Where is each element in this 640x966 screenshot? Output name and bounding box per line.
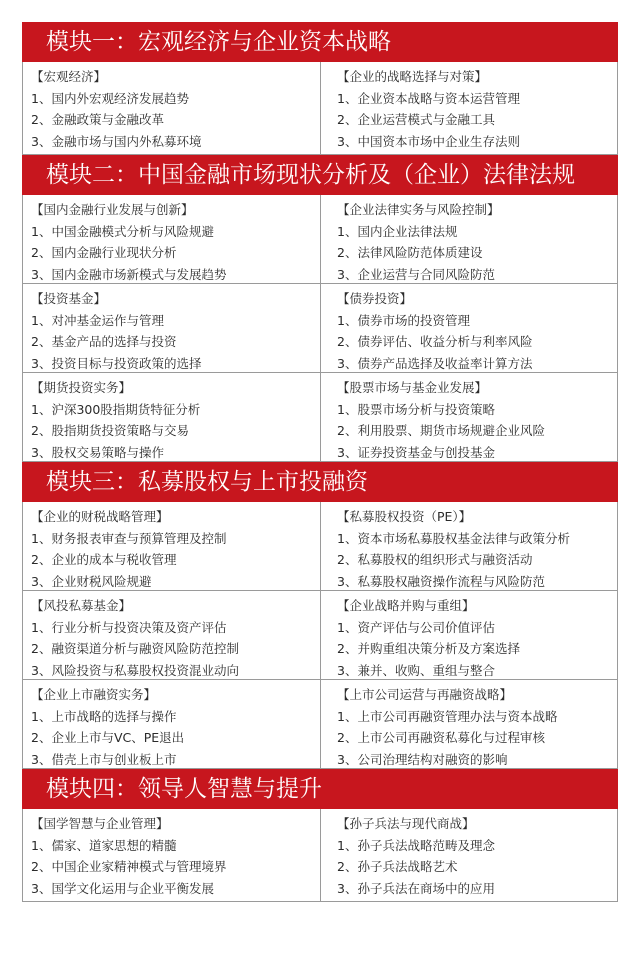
module-2-grid — [22, 195, 618, 462]
module-4-grid — [22, 809, 618, 902]
module-3-title: 模块三：私募股权与上市投融资 — [22, 462, 618, 502]
topic-item: 3、股权交易策略与操作 — [31, 444, 164, 460]
topic-item: 3、孙子兵法在商场中的应用 — [337, 880, 495, 896]
topic-item: 3、金融市场与国内外私募环境 — [31, 133, 202, 149]
topic-item: 2、上市公司再融资私募化与过程审核 — [337, 730, 545, 745]
topic-item: 3、兼并、收购、重组与整合 — [337, 662, 495, 678]
topic-title: 【企业战略并购与重组】 — [337, 598, 475, 613]
topic-title: 【投资基金】 — [31, 291, 107, 306]
topic-item: 1、企业资本战略与资本运营管理 — [337, 90, 520, 106]
topic-title: 【企业法律实务与风险控制】 — [337, 202, 500, 217]
topic-item: 2、企业运营模式与金融工具 — [337, 112, 495, 127]
topic-item: 1、中国金融模式分析与风险规避 — [31, 223, 214, 239]
module-3-row-2 — [23, 590, 617, 679]
topic-art-of-war — [320, 809, 617, 901]
topic-item: 2、股指期货投资策略与交易 — [31, 423, 189, 438]
module-3-row-3 — [23, 679, 617, 768]
topic-listed-company — [320, 680, 617, 768]
topic-item: 3、国内金融市场新模式与发展趋势 — [31, 266, 227, 282]
topic-item: 2、基金产品的选择与投资 — [31, 334, 177, 349]
topic-legal-risk — [320, 195, 617, 283]
topic-finance-industry — [23, 195, 320, 283]
module-1-title: 模块一：宏观经济与企业资本战略 — [22, 22, 618, 62]
topic-title: 【孙子兵法与现代商战】 — [337, 816, 475, 831]
topic-title: 【期货投资实务】 — [31, 380, 132, 395]
module-4-row-1 — [23, 809, 617, 901]
topic-item: 3、风险投资与私募股权投资混业动向 — [31, 662, 239, 678]
topic-item: 3、证券投资基金与创投基金 — [337, 444, 495, 460]
module-2-title: 模块二：中国金融市场现状分析及（企业）法律法规 — [22, 155, 618, 195]
topic-item: 2、私募股权的组织形式与融资活动 — [337, 552, 533, 567]
topic-futures-investment — [23, 373, 320, 461]
topic-title: 【上市公司运营与再融资战略】 — [337, 687, 513, 702]
topic-macro-economy — [23, 62, 320, 154]
topic-stock-market — [320, 373, 617, 461]
topic-item: 1、沪深300股指期货特征分析 — [31, 401, 201, 417]
topic-item: 2、利用股票、期货市场规避企业风险 — [337, 423, 545, 438]
topic-item: 2、并购重组决策分析及方案选择 — [337, 641, 520, 656]
topic-item: 2、孙子兵法战略艺术 — [337, 859, 458, 874]
topic-title: 【企业上市融资实务】 — [31, 687, 157, 702]
module-4-title: 模块四：领导人智慧与提升 — [22, 769, 618, 809]
module-3-grid — [22, 502, 618, 769]
topic-item: 3、借壳上市与创业板上市 — [31, 751, 177, 767]
module-3-row-1 — [23, 502, 617, 590]
topic-item: 2、融资渠道分析与融资风险防范控制 — [31, 641, 239, 656]
topic-enterprise-strategy — [320, 62, 617, 154]
module-1-row-1 — [23, 62, 617, 154]
topic-title: 【私募股权投资（PE）】 — [337, 509, 472, 524]
topic-item: 1、儒家、道家思想的精髓 — [31, 837, 177, 853]
topic-item: 3、企业财税风险规避 — [31, 573, 152, 589]
topic-investment-fund — [23, 284, 320, 372]
topic-item: 1、资本市场私募股权基金法律与政策分析 — [337, 530, 570, 546]
topic-title: 【国学智慧与企业管理】 — [31, 816, 169, 831]
topic-title: 【股票市场与基金业发展】 — [337, 380, 488, 395]
topic-item: 1、国内外宏观经济发展趋势 — [31, 90, 189, 106]
topic-item: 1、上市公司再融资管理办法与资本战略 — [337, 708, 558, 724]
topic-item: 1、资产评估与公司价值评估 — [337, 619, 495, 635]
topic-item: 2、中国企业家精神模式与管理境界 — [31, 859, 227, 874]
topic-bond-investment — [320, 284, 617, 372]
topic-item: 1、财务报表审查与预算管理及控制 — [31, 530, 227, 546]
topic-title: 【国内金融行业发展与创新】 — [31, 202, 194, 217]
module-2-row-1 — [23, 195, 617, 283]
topic-item: 1、对冲基金运作与管理 — [31, 312, 164, 328]
topic-sinology — [23, 809, 320, 901]
topic-merger-restructuring — [320, 591, 617, 679]
topic-item: 1、股票市场分析与投资策略 — [337, 401, 495, 417]
topic-item: 2、企业的成本与税收管理 — [31, 552, 177, 567]
topic-title: 【企业的财税战略管理】 — [31, 509, 169, 524]
topic-title: 【债券投资】 — [337, 291, 413, 306]
topic-item: 1、行业分析与投资决策及资产评估 — [31, 619, 227, 635]
topic-item: 3、中国资本市场中企业生存法则 — [337, 133, 520, 149]
topic-item: 2、债券评估、收益分析与利率风险 — [337, 334, 533, 349]
topic-item: 2、企业上市与VC、PE退出 — [31, 730, 185, 745]
topic-title: 【风投私募基金】 — [31, 598, 132, 613]
topic-item: 1、债券市场的投资管理 — [337, 312, 470, 328]
topic-item: 3、投资目标与投资政策的选择 — [31, 355, 202, 371]
topic-item: 3、公司治理结构对融资的影响 — [337, 751, 508, 767]
topic-title: 【宏观经济】 — [31, 69, 107, 84]
topic-item: 1、上市战略的选择与操作 — [31, 708, 177, 724]
module-1-grid — [22, 62, 618, 155]
topic-item: 2、国内金融行业现状分析 — [31, 245, 177, 260]
topic-item: 3、债券产品选择及收益率计算方法 — [337, 355, 533, 371]
topic-private-equity — [320, 502, 617, 590]
course-outline — [22, 22, 618, 902]
topic-finance-tax — [23, 502, 320, 590]
module-2-row-3 — [23, 372, 617, 461]
topic-item: 2、法律风险防范体质建设 — [337, 245, 483, 260]
topic-item: 3、私募股权融资操作流程与风险防范 — [337, 573, 545, 589]
module-2-row-2 — [23, 283, 617, 372]
topic-item: 3、企业运营与合同风险防范 — [337, 266, 495, 282]
topic-ipo-financing — [23, 680, 320, 768]
topic-item: 1、国内企业法律法规 — [337, 223, 458, 239]
topic-title: 【企业的战略选择与对策】 — [337, 69, 488, 84]
topic-item: 2、金融政策与金融改革 — [31, 112, 164, 127]
topic-venture-fund — [23, 591, 320, 679]
topic-item: 3、国学文化运用与企业平衡发展 — [31, 880, 214, 896]
topic-item: 1、孙子兵法战略范畴及理念 — [337, 837, 495, 853]
